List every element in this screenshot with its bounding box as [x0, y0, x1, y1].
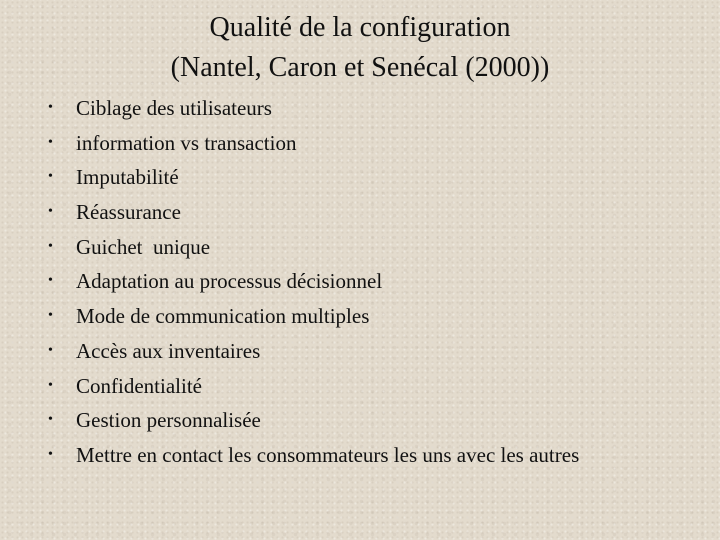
bullet-item [48, 336, 608, 366]
bullet-dot-icon: • [48, 412, 53, 428]
slide-title [0, 8, 720, 88]
bullet-dot-icon: • [48, 100, 53, 115]
bullet-text: Accès aux inventaires [76, 338, 261, 363]
bullet-item [48, 371, 608, 401]
slide-title-line-1: Qualité de la configuration [209, 12, 511, 43]
bullet-item [48, 405, 608, 435]
bullet-dot-icon: • [48, 446, 53, 462]
bullet-dot-icon: • [48, 377, 53, 393]
bullet-text: Adaptation au processus décisionnel [76, 269, 383, 294]
bullet-dot-icon: • [48, 273, 53, 289]
bullet-text: Réassurance [76, 200, 181, 225]
bullet-list [48, 93, 608, 475]
bullet-text: Imputabilité [76, 165, 179, 190]
bullet-dot-icon: • [48, 204, 53, 220]
slide-title-line-2: (Nantel, Caron et Senécal (2000)) [170, 52, 550, 83]
bullet-text: Ciblage des utilisateurs [76, 96, 272, 120]
bullet-text: Gestion personnalisée [76, 408, 261, 433]
bullet-item [48, 232, 608, 262]
bullet-item [48, 197, 608, 227]
bullet-item [48, 440, 608, 470]
bullet-dot-icon: • [48, 169, 53, 185]
bullet-text: Guichet unique [76, 234, 211, 259]
bullet-item [48, 128, 608, 158]
bullet-dot-icon: • [48, 308, 53, 324]
bullet-text: information vs transaction [76, 130, 297, 155]
bullet-dot-icon: • [48, 134, 53, 150]
bullet-item [48, 301, 608, 331]
bullet-item [48, 266, 608, 296]
bullet-dot-icon: • [48, 238, 53, 254]
bullet-text: Mode de communication multiples [76, 304, 370, 329]
bullet-dot-icon: • [48, 342, 53, 358]
bullet-item [48, 93, 608, 123]
bullet-text: Confidentialité [76, 373, 202, 398]
bullet-item [48, 162, 608, 192]
bullet-text: Mettre en contact les consommateurs les uns avec les autres [76, 442, 580, 467]
